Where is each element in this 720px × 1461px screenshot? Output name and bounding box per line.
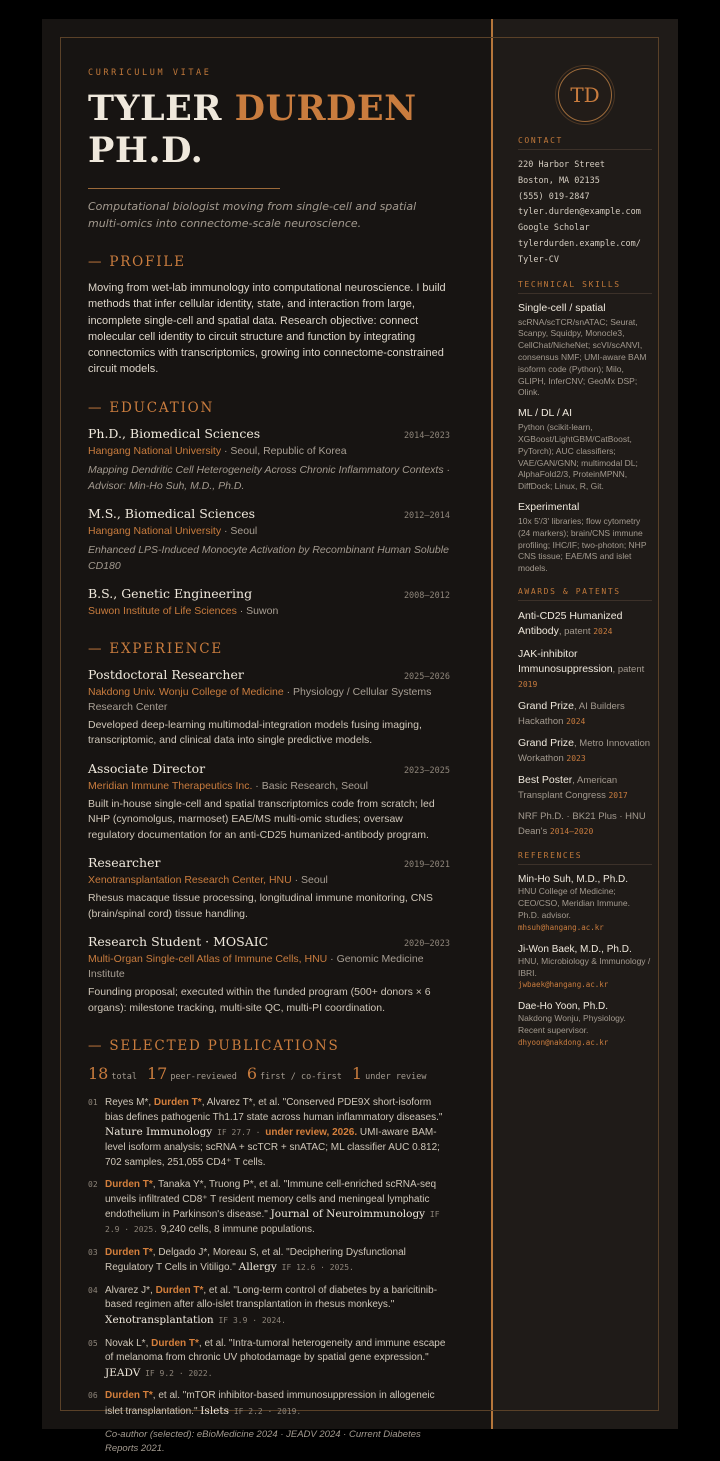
experience-list	[88, 667, 450, 1017]
role-dates: 2023–2025	[403, 765, 450, 776]
preceding-authors: Reyes M*,	[105, 1097, 154, 1109]
contact-list	[518, 158, 652, 269]
award-item	[518, 773, 652, 803]
impact-factor: IF 2.2 · 2019.	[229, 1406, 302, 1416]
education-row	[88, 586, 450, 601]
highlighted-author: Durden T*	[151, 1337, 199, 1349]
award-name: Anti-CD25 Humanized Antibody	[518, 609, 623, 638]
publication-item	[88, 1337, 450, 1382]
education-row	[88, 506, 450, 521]
publication-stat	[147, 1064, 237, 1084]
experience-row	[88, 934, 450, 949]
organization-line	[88, 685, 450, 715]
degree-title: Ph.D., Biomedical Sciences	[88, 425, 261, 441]
publication-number: 02	[88, 1180, 98, 1190]
publication-citation	[105, 1096, 450, 1170]
organization-name: Meridian Immune Therapeutics Inc.	[88, 779, 253, 792]
organization-name: Multi-Organ Single-cell Atlas of Immune Cells, HNU	[88, 953, 328, 966]
reference-email[interactable]: mhsuh@hangang.ac.kr	[518, 922, 604, 932]
experience-entry	[88, 934, 450, 1016]
publication-notes: UMI-aware BAM-level isoform analysis; scRNA + scTCR + snATAC; ML classifier AUC 0.812; 702 samples, 251,055 CD4⁺ T cells.	[105, 1127, 440, 1168]
experience-entry	[88, 667, 450, 749]
organization-line	[88, 952, 450, 982]
publication-citation	[105, 1337, 450, 1382]
education-entry	[88, 426, 450, 494]
skill-group	[518, 302, 652, 400]
degree-dates: 2014–2023	[403, 430, 450, 441]
role-title: Associate Director	[88, 760, 206, 776]
reference-description: Nakdong Wonju, Physiology. Recent supervisor.	[518, 1013, 626, 1036]
thesis-title: Enhanced LPS-Induced Monocyte Activation by Recombinant Human Soluble CD180	[88, 543, 449, 572]
reference-item	[518, 943, 652, 992]
review-status: under review, 2026.	[265, 1127, 358, 1139]
publication-item	[88, 1389, 450, 1419]
role-description: Developed deep-learning multimodal-integration models fusing imaging, transcriptomic, and clinical data into single predictive models.	[88, 718, 422, 747]
publication-number: 05	[88, 1338, 98, 1348]
references-list	[518, 873, 652, 1049]
publication-list	[88, 1096, 450, 1419]
article-title: , Alvarez T*, et al. "Conserved PDE9X short-isoform bias defines pathogenic Th1.17 state across human inflammatory diseases."	[105, 1097, 443, 1123]
award-item	[518, 647, 652, 693]
publication-stat	[352, 1064, 427, 1084]
contact-line: Tyler-CV	[518, 254, 559, 265]
organization-line	[88, 873, 450, 888]
impact-factor: IF 12.6 · 2025.	[276, 1263, 354, 1273]
full-name	[88, 88, 450, 172]
stat-number: 1	[351, 1064, 363, 1084]
publications-heading: — SELECTED PUBLICATIONS	[88, 1038, 340, 1055]
publication-citation	[105, 1284, 450, 1329]
main-column	[88, 68, 450, 1457]
award-item	[518, 699, 652, 729]
journal-name: Journal of Neuroimmunology	[270, 1208, 426, 1221]
publication-citation	[105, 1389, 450, 1419]
experience-entry	[88, 761, 450, 844]
article-title: , et al. "mTOR inhibitor-based immunosuppression in allogeneic islet transplantation."	[105, 1390, 435, 1417]
profile-heading: — PROFILE	[88, 254, 186, 270]
skill-group	[518, 407, 652, 493]
reference-name: Ji-Won Baek, M.D., Ph.D.	[518, 943, 632, 955]
publication-stat	[88, 1064, 137, 1084]
award-year: 2019	[518, 679, 538, 689]
award-year: 2024	[566, 716, 586, 726]
skills-list	[518, 302, 652, 575]
award-detail: , AI Builders Hackathon	[518, 701, 625, 727]
stat-label: first / co-first	[260, 1072, 342, 1083]
role-description: Founding proposal; executed within the funded program (500+ donors × 6 organs): milestone tracking, multi-site QC, multi-PI coordination.	[88, 986, 431, 1014]
publication-stats	[88, 1064, 450, 1084]
school-location: · Seoul, Republic of Korea	[221, 444, 347, 457]
skill-details: 10x 5'/3' libraries; flow cytometry (24 markers); brain/CNS immune profiling; IHC/IF; two-photon; NHP CNS tissue; EAE/MS and islet models.	[518, 515, 647, 574]
awards-list	[518, 609, 652, 840]
publication-number: 04	[88, 1285, 98, 1295]
document-label: CURRICULUM VITAE	[88, 68, 212, 78]
contact-line: tylerdurden.example.com/	[518, 238, 641, 249]
stat-number: 6	[246, 1064, 258, 1084]
column-divider	[491, 19, 493, 1429]
preceding-authors: Alvarez J*,	[105, 1284, 156, 1296]
reference-description: HNU College of Medicine; CEO/CSO, Meridian Immune. Ph.D. advisor.	[518, 886, 630, 921]
degree-title: M.S., Biomedical Sciences	[88, 505, 256, 521]
experience-entry	[88, 855, 450, 922]
award-name: Grand Prize	[518, 737, 575, 750]
journal-name: JEADV	[105, 1366, 141, 1379]
stat-number: 18	[88, 1064, 109, 1084]
award-detail: , patent	[558, 626, 594, 638]
degree-dates: 2008–2012	[403, 590, 450, 601]
award-year: 2023	[566, 753, 586, 763]
school-name: Hangang National University	[88, 444, 222, 457]
experience-row	[88, 761, 450, 776]
publication-number: 03	[88, 1247, 98, 1257]
references-heading: REFERENCES	[518, 851, 652, 865]
impact-factor: IF 27.7 ·	[212, 1128, 266, 1138]
impact-factor: IF 9.2 · 2022.	[140, 1368, 213, 1378]
experience-row	[88, 855, 450, 870]
degree-suffix: PH.D.	[88, 130, 204, 171]
first-name: TYLER	[88, 88, 222, 129]
stat-number: 17	[146, 1064, 168, 1084]
award-item	[518, 609, 652, 640]
award-detail: , Metro Innovation Workathon	[518, 738, 651, 764]
school-line	[88, 524, 450, 539]
preceding-authors: Novak L*,	[105, 1337, 152, 1349]
award-detail: , patent	[612, 664, 645, 676]
school-line	[88, 604, 450, 619]
reference-email[interactable]: jwbaek@hangang.ac.kr	[518, 980, 609, 990]
award-year: 2014–2020	[549, 826, 594, 836]
organization-name: Xenotransplantation Research Center, HNU	[88, 874, 292, 887]
contact-line: tyler.durden@example.com	[518, 207, 641, 218]
department: · Genomic Medicine Institute	[88, 953, 424, 981]
award-year: 2017	[608, 790, 628, 800]
highlighted-author: Durden T*	[105, 1179, 153, 1191]
publication-item	[88, 1246, 450, 1276]
journal-name: Allergy	[238, 1261, 277, 1274]
monogram-badge	[558, 68, 612, 122]
degree-dates: 2012–2014	[403, 510, 450, 521]
role-dates: 2019–2021	[403, 860, 450, 871]
role-dates: 2020–2023	[403, 939, 450, 950]
experience-row	[88, 667, 450, 682]
publication-stat	[247, 1064, 342, 1084]
profile-text: Moving from wet-lab immunology into computational neuroscience. I build methods that infer cellular identity, state, and interaction from large, incomplete single-cell and spatial data. Research objective: connect molecular cell identity to circuit structure and function by integrating connectomics with transcriptomics, growing into connectome-constrained circuit models.	[88, 282, 446, 376]
highlighted-author: Durden T*	[155, 1284, 204, 1296]
highlighted-author: Durden T*	[153, 1097, 202, 1109]
publication-number: 01	[88, 1098, 98, 1108]
article-title: , Delgado J*, Moreau S, et al. "Deciphering Dysfunctional Regulatory T Cells in Vitiligo."	[105, 1246, 406, 1274]
skill-heading: Experimental	[518, 500, 580, 513]
role-dates: 2025–2026	[403, 671, 450, 682]
role-title: Postdoctoral Researcher	[88, 666, 244, 682]
publication-citation	[105, 1246, 450, 1276]
article-title: , et al. "Intra-tumoral heterogeneity and immune escape of melanoma from chronic UV photodamage by spatial gene expression."	[105, 1337, 446, 1364]
stat-label: total	[111, 1072, 137, 1083]
education-heading: — EDUCATION	[88, 399, 215, 416]
coauthor-note: Co-author (selected): eBioMedicine 2024 · JEADV 2024 · Current Diabetes Reports 2021.	[105, 1428, 421, 1455]
skill-heading: Single-cell / spatial	[518, 301, 606, 314]
contact-heading: CONTACT	[518, 136, 652, 150]
monogram-text: TD	[570, 83, 600, 107]
article-title: , et al. "Long-term control of diabetes by a baricitinib-based regimen after allo-islet transplantation in rhesus monkeys."	[105, 1284, 438, 1311]
skills-heading: TECHNICAL SKILLS	[518, 280, 652, 294]
award-item	[518, 736, 652, 766]
thesis-title: Mapping Dendritic Cell Heterogeneity Across Chronic Inflammatory Contexts · Advisor: Min-Ho Suh, M.D., Ph.D.	[88, 463, 451, 492]
department: · Seoul	[291, 874, 328, 887]
awards-heading: AWARDS & PATENTS	[518, 587, 652, 601]
reference-name: Min-Ho Suh, M.D., Ph.D.	[518, 874, 629, 886]
role-description: Rhesus macaque tissue processing, longitudinal immune monitoring, CNS (brain/spinal cord) tissue handling.	[88, 892, 433, 920]
award-year: 2024	[593, 627, 613, 637]
school-name: Suwon Institute of Life Sciences	[88, 604, 237, 617]
award-name: Best Poster	[518, 774, 573, 787]
role-title: Researcher	[88, 855, 161, 871]
role-title: Research Student · MOSAIC	[88, 934, 269, 950]
publication-citation	[105, 1178, 450, 1237]
skill-heading: ML / DL / AI	[518, 407, 573, 420]
stat-label: peer-reviewed	[170, 1072, 237, 1083]
reference-item	[518, 1000, 652, 1049]
organization-name: Nakdong Univ. Wonju College of Medicine	[88, 685, 284, 698]
tagline: Computational biologist moving from single-cell and spatial multi-omics into connectome-scale neuroscience.	[88, 200, 417, 230]
highlighted-author: Durden T*	[105, 1246, 153, 1258]
journal-name: Nature Immunology	[105, 1126, 213, 1139]
education-entry	[88, 586, 450, 619]
skill-details: Python (scikit-learn, XGBoost/LightGBM/CatBoost, PyTorch); AUC classifiers; VAE/GAN/GNN; multimodal DL; AlphaFold2/3, ProteinMPNN, DiffDock; Linux, R, Git.	[518, 422, 638, 492]
publication-notes: 9,240 cells, 8 immune populations.	[157, 1224, 315, 1236]
reference-item	[518, 873, 652, 933]
last-name: DURDEN	[234, 88, 417, 129]
journal-name: Islets	[200, 1404, 229, 1417]
award-item	[518, 810, 652, 839]
school-line	[88, 444, 450, 459]
organization-line	[88, 779, 450, 794]
contact-line: Google Scholar	[518, 223, 590, 234]
article-title: , Tanaka Y*, Truong P*, et al. "Immune cell-enriched scRNA-seq unveils infiltrated CD8⁺ T resident memory cells and meningeal lymphatic endothelium in Parkinson's disease."	[105, 1179, 437, 1221]
journal-name: Xenotransplantation	[105, 1314, 214, 1326]
contact-line: (555) 019-2847	[518, 191, 590, 202]
department: · Physiology / Cellular Systems Research Center	[88, 685, 432, 713]
publication-number: 06	[88, 1391, 98, 1401]
sidebar	[518, 68, 652, 1058]
education-row	[88, 426, 450, 441]
highlighted-author: Durden T*	[105, 1390, 153, 1402]
school-location: · Seoul	[221, 524, 258, 537]
reference-name: Dae-Ho Yoon, Ph.D.	[518, 1001, 609, 1013]
experience-heading: — EXPERIENCE	[88, 640, 224, 657]
name-underline	[88, 188, 280, 189]
impact-factor: IF 2.9 · 2025.	[105, 1210, 440, 1235]
degree-title: B.S., Genetic Engineering	[88, 585, 253, 601]
contact-line: 220 Harbor Street	[518, 160, 605, 170]
school-location: · Suwon	[236, 604, 279, 617]
skill-group	[518, 501, 652, 575]
reference-email[interactable]: dhyoon@nakdong.ac.kr	[518, 1038, 609, 1047]
department: · Basic Research, Seoul	[252, 779, 368, 792]
reference-description: HNU, Microbiology & Immunology / IBRI.	[518, 955, 651, 978]
impact-factor: IF 3.9 · 2024.	[213, 1316, 286, 1325]
award-detail: , American Transplant Congress	[518, 775, 618, 801]
publication-item	[88, 1178, 450, 1237]
award-name: JAK-inhibitor Immunosuppression	[518, 647, 613, 676]
education-entry	[88, 506, 450, 574]
role-description: Built in-house single-cell and spatial transcriptomics code from scratch; led NHP (cynomolgus, marmoset) EAE/MS multi-omic studies; oversaw regulatory documentation for an anti-CD25 humanized-antibody program.	[88, 797, 435, 841]
school-name: Hangang National University	[88, 524, 222, 537]
award-name: Grand Prize	[518, 700, 575, 713]
publication-item	[88, 1096, 450, 1170]
contact-line: Boston, MA 02135	[518, 175, 600, 186]
publication-item	[88, 1284, 450, 1329]
skill-details: scRNA/scTCR/snATAC; Seurat, Scanpy, Squidpy, Monocle3, CellChat/NicheNet; scVI/scANVI, consensus NMF; UMI-aware BAM isoform code (Python); Milo, GLIPH, InferCNV; GeoMx DSP; Olink.	[518, 316, 647, 398]
education-list	[88, 426, 450, 619]
award-detail: NRF Ph.D. · BK21 Plus · HNU Dean's	[518, 811, 646, 837]
stat-label: under review	[365, 1072, 427, 1083]
